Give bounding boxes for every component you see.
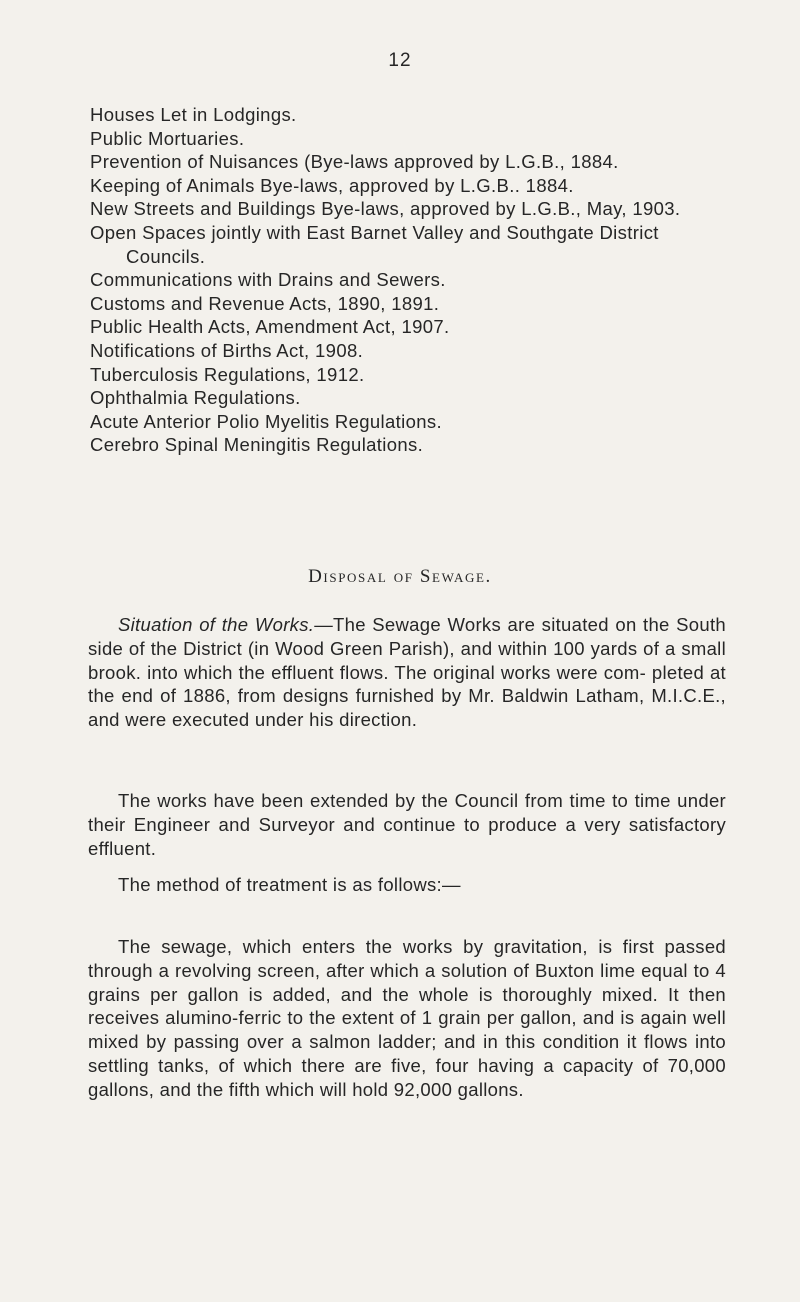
list-item: Public Health Acts, Amendment Act, 1907.: [90, 316, 450, 338]
list-item: Public Mortuaries.: [90, 127, 245, 149]
section-heading: Disposal of Sewage.: [308, 566, 492, 587]
paragraph-lead: Situation of the Works.: [118, 614, 315, 635]
paragraph-extension: The works have been extended by the Council from time to time under their Engineer and Surveyor and continue to produce a very satisfactory effluent.: [88, 790, 726, 859]
list-item: Communications with Drains and Sewers.: [90, 269, 446, 291]
paragraph-method-intro: The method of treatment is as follows:—: [118, 874, 461, 895]
list-item: Ophthalmia Regulations.: [90, 387, 301, 409]
list-item: Customs and Revenue Acts, 1890, 1891.: [90, 292, 440, 314]
list-item: Tuberculosis Regulations, 1912.: [90, 363, 365, 385]
paragraph-situation: [88, 613, 726, 732]
list-item: Keeping of Animals Bye-laws, approved by L.G.B.. 1884.: [90, 174, 574, 196]
paragraph-body: —The Sewage Works are situated on the South side of the District (in Wood Green Parish), and within 100 yards of a small brook. into which the effluent flows. The original works were com- pleted at the end of 1886, from designs furnished by Mr. Baldwin Latham, M.I.C.E., and were executed under his direction.: [88, 614, 726, 731]
list-item: Houses Let in Lodgings.: [90, 104, 297, 125]
list-item: Notifications of Births Act, 1908.: [90, 339, 364, 361]
list-item: New Streets and Buildings Bye-laws, approved by L.G.B., May, 1903.: [90, 198, 681, 220]
paragraph-treatment: The sewage, which enters the works by gravitation, is first passed through a revolving screen, after which a solution of Buxton lime equal to 4 grains per gallon is added, and the whole is thoroughly mixed. It then receives alumino-ferric to the extent of 1 grain per gallon, and is again well mixed by passing over a salmon ladder; and in this condition it flows into settling tanks, of which there are five, four having a capacity of 70,000 gallons, and the fifth which will hold 92,000 gallons.: [88, 936, 726, 1100]
list-item: Prevention of Nuisances (Bye-laws approved by L.G.B., 1884.: [90, 151, 619, 173]
list-item: Open Spaces jointly with East Barnet Valley and Southgate District Councils.: [90, 221, 659, 267]
page-number: 12: [388, 50, 412, 71]
list-item: Cerebro Spinal Meningitis Regulations.: [90, 434, 424, 456]
regulations-list: [90, 103, 730, 457]
list-item: Acute Anterior Polio Myelitis Regulations.: [90, 410, 442, 432]
